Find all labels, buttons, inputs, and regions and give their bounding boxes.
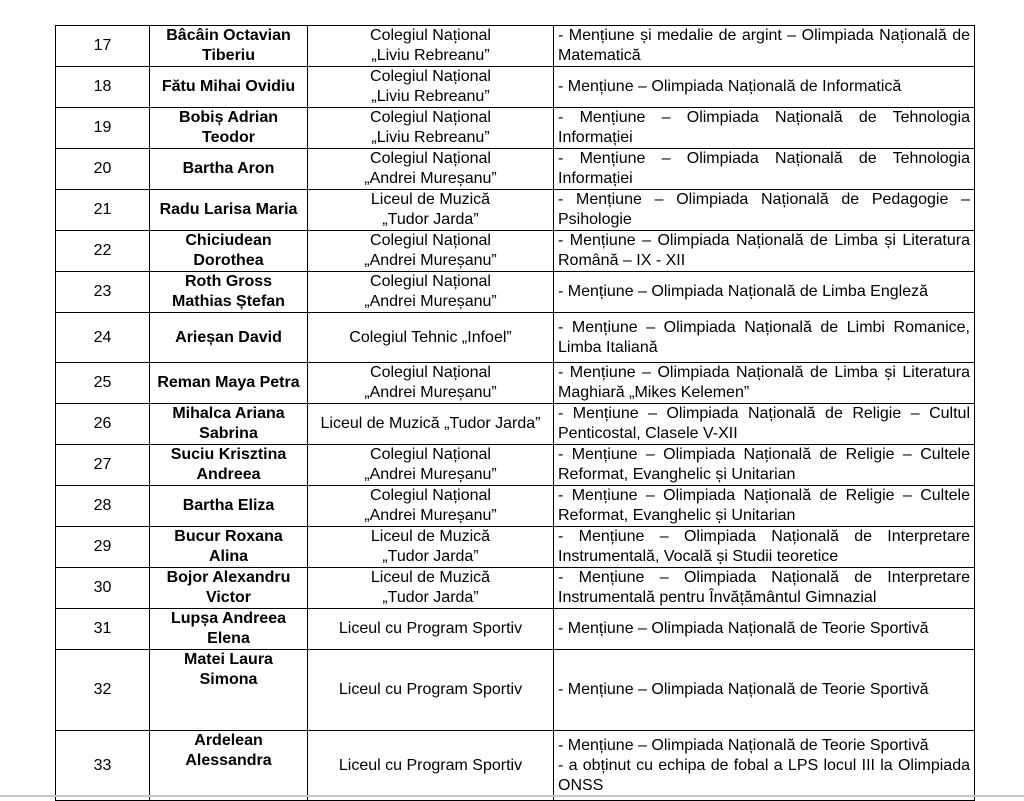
school-line: Liceul cu Program Sportiv <box>338 681 523 698</box>
student-name: Chiciudean Dorothea <box>150 231 308 272</box>
school-line: Liceul de Muzică <box>370 191 491 208</box>
award-description <box>554 731 975 801</box>
student-name: Bobiș Adrian Teodor <box>150 108 308 149</box>
award-description <box>554 313 975 363</box>
school-line: „Tudor Jarda” <box>382 211 479 228</box>
award-line: - Mențiune – Olimpiada Națională de Tehnologia Informației <box>558 150 970 187</box>
row-number: 21 <box>56 190 150 231</box>
award-description <box>554 527 975 568</box>
school-name <box>308 404 554 445</box>
school-name <box>308 313 554 363</box>
row-number: 31 <box>56 609 150 650</box>
table-row <box>56 108 975 149</box>
row-number: 18 <box>56 67 150 108</box>
school-line: Colegiul Național <box>370 68 491 85</box>
school-line: Colegiul Național <box>370 487 491 504</box>
school-name <box>308 486 554 527</box>
school-line: „Liviu Rebreanu” <box>371 129 490 146</box>
row-number: 19 <box>56 108 150 149</box>
awards-table <box>55 25 975 801</box>
table-row <box>56 404 975 445</box>
school-line: „Andrei Mureșanu” <box>364 384 497 401</box>
table-row <box>56 731 975 801</box>
school-line: Colegiul Național <box>370 232 491 249</box>
student-name: Bartha Eliza <box>150 486 308 527</box>
school-name <box>308 731 554 801</box>
award-description <box>554 445 975 486</box>
row-number: 27 <box>56 445 150 486</box>
student-name: Roth Gross Mathias Ștefan <box>150 272 308 313</box>
award-description <box>554 272 975 313</box>
school-name <box>308 67 554 108</box>
row-number: 25 <box>56 363 150 404</box>
table-row <box>56 67 975 108</box>
school-name <box>308 231 554 272</box>
student-name: Bucur Roxana Alina <box>150 527 308 568</box>
table-row <box>56 272 975 313</box>
award-description <box>554 363 975 404</box>
student-name: Ardelean Alessandra <box>150 731 308 801</box>
student-name: Reman Maya Petra <box>150 363 308 404</box>
school-line: „Liviu Rebreanu” <box>371 88 490 105</box>
table-row <box>56 527 975 568</box>
award-description <box>554 404 975 445</box>
award-line: - Mențiune – Olimpiada Națională de Religie – Cultul Penticostal, Clasele V-XII <box>558 405 970 442</box>
award-line: - Mențiune – Olimpiada Națională de Informatică <box>558 78 902 95</box>
school-line: „Tudor Jarda” <box>382 589 479 606</box>
school-line: „Andrei Mureșanu” <box>364 252 497 269</box>
award-description <box>554 231 975 272</box>
row-number: 32 <box>56 650 150 731</box>
row-number: 22 <box>56 231 150 272</box>
table-row <box>56 313 975 363</box>
award-line: - Mențiune – Olimpiada Națională de Interpretare Instrumentală, Vocală și Studii teoretice <box>558 528 970 565</box>
award-description <box>554 149 975 190</box>
school-name <box>308 26 554 67</box>
student-name: Suciu Krisztina Andreea <box>150 445 308 486</box>
school-line: Colegiul Național <box>370 273 491 290</box>
award-description <box>554 67 975 108</box>
row-number: 29 <box>56 527 150 568</box>
student-name: Bâcâin Octavian Tiberiu <box>150 26 308 67</box>
school-name <box>308 363 554 404</box>
school-line: „Liviu Rebreanu” <box>371 47 490 64</box>
table-row <box>56 231 975 272</box>
school-name <box>308 108 554 149</box>
table-row <box>56 363 975 404</box>
award-description <box>554 486 975 527</box>
student-name: Arieșan David <box>150 313 308 363</box>
student-name: Lupșa Andreea Elena <box>150 609 308 650</box>
table-row <box>56 650 975 731</box>
school-line: „Tudor Jarda” <box>382 548 479 565</box>
school-line: „Andrei Mureșanu” <box>364 507 497 524</box>
award-line: - Mențiune – Olimpiada Națională de Religie – Cultele Reformat, Evanghelic și Unitarian <box>558 487 970 524</box>
award-line: - Mențiune – Olimpiada Națională de Teorie Sportivă <box>558 736 929 754</box>
school-name <box>308 272 554 313</box>
award-line: - Mențiune – Olimpiada Națională de Religie – Cultele Reformat, Evanghelic și Unitarian <box>558 446 970 483</box>
student-name: Mihalca Ariana Sabrina <box>150 404 308 445</box>
table-row <box>56 486 975 527</box>
award-line: - Mențiune – Olimpiada Națională de Limba și Literatura Maghiară „Mikes Kelemen” <box>558 364 970 401</box>
school-name <box>308 190 554 231</box>
school-line: „Andrei Mureșanu” <box>364 466 497 483</box>
award-description <box>554 108 975 149</box>
award-line: - a obținut cu echipa de fobal a LPS locul III la Olimpiada ONSS <box>558 756 970 794</box>
award-description <box>554 650 975 731</box>
school-name <box>308 445 554 486</box>
school-name <box>308 527 554 568</box>
table-row <box>56 568 975 609</box>
school-name <box>308 609 554 650</box>
award-line: - Mențiune – Olimpiada Națională de Pedagogie – Psihologie <box>558 191 970 228</box>
student-name: Bartha Aron <box>150 149 308 190</box>
row-number: 33 <box>56 731 150 801</box>
row-number: 23 <box>56 272 150 313</box>
table-row <box>56 190 975 231</box>
school-line: Liceul cu Program Sportiv <box>338 756 523 774</box>
school-line: Colegiul Național <box>370 364 491 381</box>
school-line: Liceul de Muzică „Tudor Jarda” <box>320 415 541 432</box>
awards-table-body <box>56 26 975 801</box>
row-number: 28 <box>56 486 150 527</box>
row-number: 20 <box>56 149 150 190</box>
row-number: 26 <box>56 404 150 445</box>
row-number: 30 <box>56 568 150 609</box>
award-line: - Mențiune – Olimpiada Națională de Teorie Sportivă <box>558 620 929 637</box>
school-line: Liceul de Muzică <box>370 528 491 545</box>
award-description <box>554 26 975 67</box>
student-name: Matei Laura Simona <box>150 650 308 731</box>
row-number: 24 <box>56 313 150 363</box>
row-number: 17 <box>56 26 150 67</box>
award-line: - Mențiune – Olimpiada Națională de Teorie Sportivă <box>558 681 929 698</box>
school-name <box>308 149 554 190</box>
school-line: Colegiul Tehnic „Infoel” <box>349 328 512 346</box>
school-line: „Andrei Mureșanu” <box>364 170 497 187</box>
student-name: Radu Larisa Maria <box>150 190 308 231</box>
school-line: Colegiul Național <box>370 446 491 463</box>
award-line: - Mențiune – Olimpiada Națională de Limbi Romanice, Limba Italiană <box>558 318 970 356</box>
school-line: Colegiul Național <box>370 150 491 167</box>
school-name <box>308 650 554 731</box>
award-line: - Mențiune – Olimpiada Națională de Limba Engleză <box>558 283 928 300</box>
school-line: Liceul cu Program Sportiv <box>338 620 523 637</box>
school-line: Colegiul Național <box>370 27 491 44</box>
award-line: - Mențiune – Olimpiada Națională de Tehnologia Informației <box>558 109 970 146</box>
school-line: Colegiul Național <box>370 109 491 126</box>
award-line: - Mențiune – Olimpiada Națională de Limba și Literatura Română – IX - XII <box>558 232 970 269</box>
award-description <box>554 568 975 609</box>
table-row <box>56 609 975 650</box>
award-line: - Mențiune – Olimpiada Națională de Interpretare Instrumentală pentru Învățământul Gimnazial <box>558 569 970 606</box>
school-name <box>308 568 554 609</box>
school-line: Liceul de Muzică <box>370 569 491 586</box>
table-row <box>56 26 975 67</box>
table-row <box>56 445 975 486</box>
award-description <box>554 190 975 231</box>
award-line: - Mențiune și medalie de argint – Olimpiada Națională de Matematică <box>558 27 970 64</box>
award-description <box>554 609 975 650</box>
table-row <box>56 149 975 190</box>
student-name: Bojor Alexandru Victor <box>150 568 308 609</box>
student-name: Fătu Mihai Ovidiu <box>150 67 308 108</box>
school-line: „Andrei Mureșanu” <box>364 293 497 310</box>
